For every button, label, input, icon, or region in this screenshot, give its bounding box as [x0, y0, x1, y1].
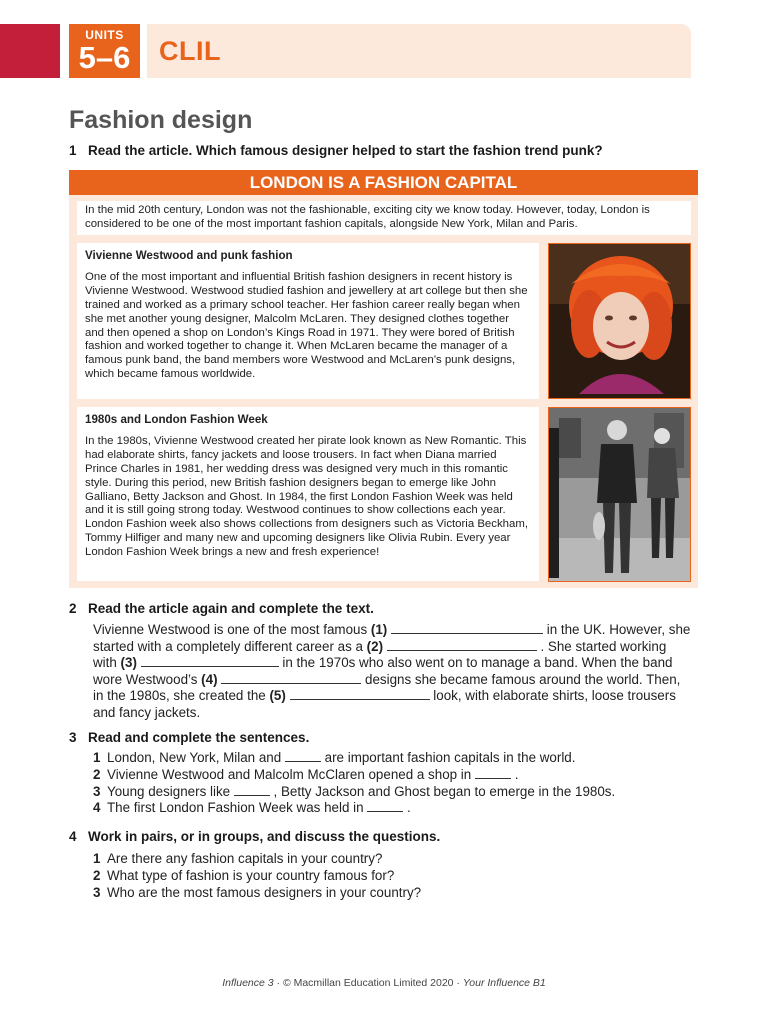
section-heading: Vivienne Westwood and punk fashion — [85, 249, 293, 262]
blank-line-3[interactable] — [141, 655, 279, 667]
task-text: Read the article again and complete the text. — [88, 601, 374, 616]
list-item — [93, 750, 615, 767]
footer-series: Your Influence B1 — [462, 977, 546, 989]
article-section-westwood — [77, 243, 539, 399]
blank-line-5[interactable] — [290, 688, 430, 700]
task-text: Read the article. Which famous designer helped to start the fashion trend punk? — [88, 143, 603, 158]
list-item — [93, 767, 615, 784]
article-section-fashion-week — [77, 407, 539, 581]
portrait-illustration — [549, 244, 690, 398]
text-fragment: look, with elaborate shirts, loose trousers and fancy jackets. — [93, 688, 676, 720]
article-headline: LONDON IS A FASHION CAPITAL — [69, 170, 698, 195]
item-text: are important fashion capitals in the world. — [320, 750, 576, 765]
section-body: One of the most important and influential British fashion designers in recent history is Vivienne Westwood. Westwood studied fashion and jewellery at art college but then she trained and worked as a primary school teacher. Her fashion career really began when she met another young designer, Malcolm McLaren. They designed clothes together and then opened a shop on London’s Kings Road in 1971. They were bored of British fashion and worked together to change it. When McLaren became the manager of a famous punk band, the band members wore Westwood and McLaren’s punk designs, which became famous worldwide. — [85, 270, 528, 381]
task-text: Work in pairs, or in groups, and discuss the questions. — [88, 829, 441, 844]
text-fragment: . She started working with — [93, 638, 667, 671]
units-number: 5–6 — [78, 40, 131, 75]
text-fragment: in the UK. However, she started with a completely different career as a — [93, 622, 691, 654]
blank-line-2[interactable] — [387, 639, 537, 651]
task-number: 1 — [69, 143, 77, 158]
list-item — [93, 868, 421, 885]
task-number: 3 — [69, 730, 77, 745]
units-label: UNITS — [85, 28, 124, 42]
item-number: 2 — [93, 766, 101, 782]
text-fragment: in the 1970s who also went on to manage a band. When the band wore Westwood’s — [93, 655, 673, 687]
punk-street-photo — [548, 407, 691, 582]
item-text: Young designers like — [107, 783, 234, 799]
gap-number: (4) — [201, 671, 218, 687]
item-text: Are there any fashion capitals in your country? — [107, 851, 383, 866]
item-number: 2 — [93, 867, 101, 883]
text-fragment: Vivienne Westwood is one of the most famous — [93, 622, 371, 637]
blank-line[interactable] — [285, 750, 321, 762]
units-badge — [69, 24, 140, 78]
task-3-sentences — [93, 750, 615, 817]
item-number: 3 — [93, 884, 101, 900]
task-4-instruction — [69, 829, 440, 844]
list-item — [93, 851, 421, 868]
task-1-instruction — [69, 143, 603, 158]
item-text: Vivienne Westwood and Malcolm McClaren opened a shop in — [107, 766, 475, 782]
blank-line-1[interactable] — [391, 622, 543, 634]
task-4-questions — [93, 851, 421, 901]
section-label: CLIL — [159, 36, 221, 66]
gap-number: (1) — [370, 622, 388, 637]
westwood-portrait-photo — [548, 243, 691, 399]
article-intro — [77, 201, 691, 235]
list-item — [93, 784, 615, 801]
item-text: . — [510, 766, 519, 782]
item-number: 4 — [93, 800, 101, 816]
section-heading: 1980s and London Fashion Week — [85, 413, 268, 426]
footer-book-title: Influence 3 — [222, 977, 274, 989]
page-title: Fashion design — [69, 106, 253, 134]
list-item — [93, 885, 421, 902]
text-fragment: designs she became famous around the world. Then, in the 1980s, she created the — [93, 671, 681, 704]
section-body: In the 1980s, Vivienne Westwood created her pirate look known as New Romantic. This had elaborate shirts, fancy jackets and loose trousers. In fact when Diana married Prince Charles in 1981, her wedding dress was designed very much in this romantic style. During this period, new British fashion designers began to emerge like John Galliano, Betty Jackson and Ghost. In 1984, the first London Fashion Week was held and it is still going strong today. Westwood continues to show collections each year. London Fashion week also shows collections from designers such as Victoria Beckham, Tommy Hilfiger and many new and upcoming designers like Olivia Rubin. Every year London Fashion Week brings a new and fresh experience! — [85, 434, 528, 559]
gap-number: (2) — [366, 638, 384, 654]
blank-line-4[interactable] — [221, 672, 361, 684]
task-2-instruction — [69, 601, 374, 616]
footer-copyright: · © Macmillan Education Limited 2020 · — [273, 977, 463, 989]
street-illustration — [549, 408, 690, 581]
item-number: 1 — [93, 851, 101, 866]
header-color-block — [0, 24, 60, 78]
item-text: London, New York, Milan and — [107, 750, 285, 765]
gap-number: (5) — [269, 688, 286, 704]
list-item — [93, 800, 615, 817]
blank-line[interactable] — [234, 784, 270, 796]
page-footer — [0, 977, 768, 989]
item-text: The first London Fashion Week was held in — [107, 800, 368, 816]
item-number: 1 — [93, 750, 101, 765]
section-banner — [147, 24, 691, 78]
blank-line[interactable] — [475, 767, 511, 779]
blank-line[interactable] — [367, 800, 403, 812]
item-text: , Betty Jackson and Ghost began to emerge in the 1980s. — [269, 783, 616, 799]
gap-number: (3) — [120, 655, 137, 671]
item-text: . — [403, 800, 411, 816]
intro-text: In the mid 20th century, London was not the fashionable, exciting city we know today. However, today, London is considered to be one of the most important fashion capitals, alongside New York, Milan and Paris. — [85, 204, 650, 230]
task-text: Read and complete the sentences. — [88, 730, 310, 745]
item-text: Who are the most famous designers in your country? — [107, 884, 422, 900]
task-3-instruction — [69, 730, 309, 745]
task-number: 2 — [69, 601, 77, 616]
item-number: 3 — [93, 783, 101, 799]
item-text: What type of fashion is your country famous for? — [107, 867, 395, 883]
task-2-gap-text — [93, 622, 693, 722]
task-number: 4 — [69, 829, 77, 844]
